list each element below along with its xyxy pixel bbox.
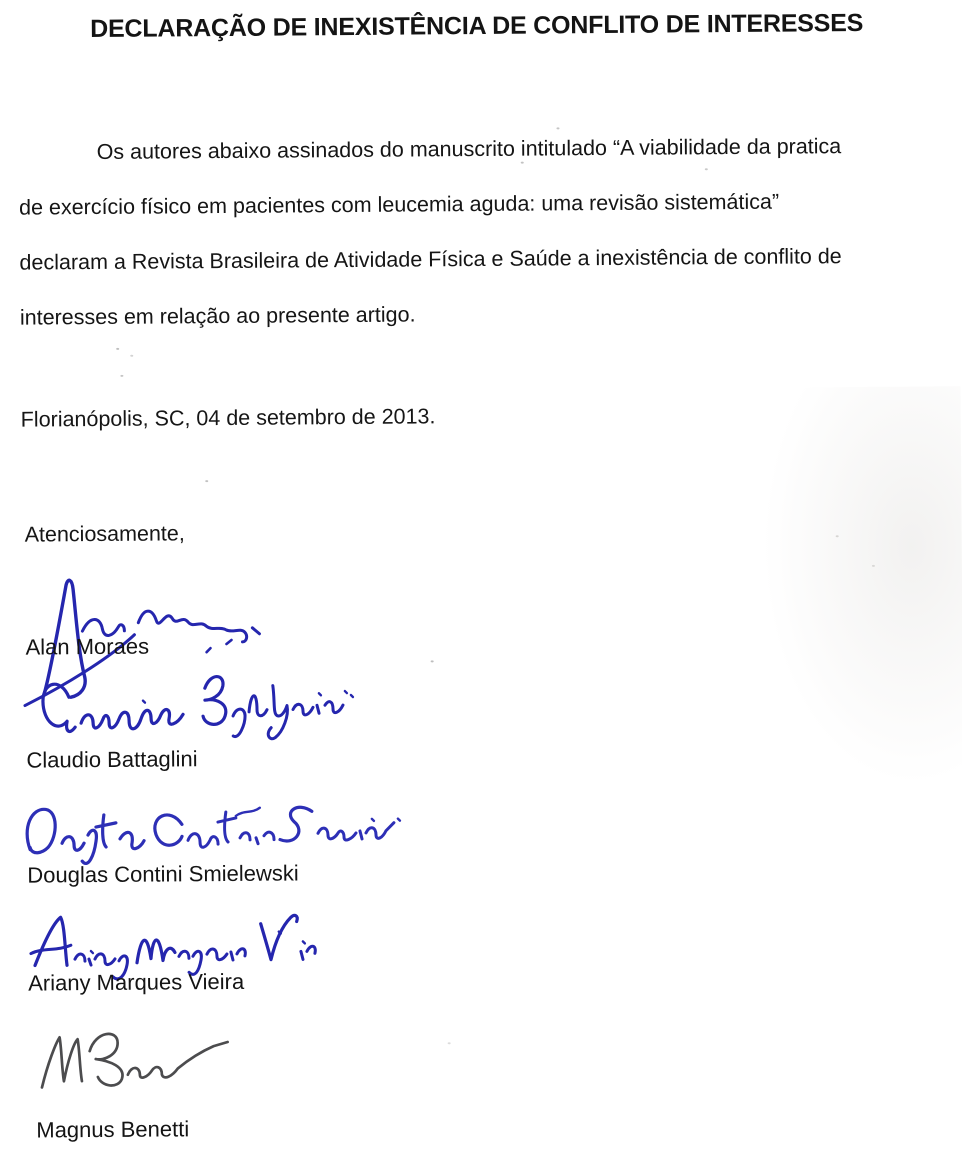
scan-shadow-artifact: [761, 386, 962, 788]
signatory-name: Claudio Battaglini: [26, 746, 198, 773]
date-line: Florianópolis, SC, 04 de setembro de 2013.: [20, 404, 436, 432]
body-line: Os autores abaixo assinados do manuscrito intitulado “A viabilidade da pratica: [96, 134, 842, 165]
body-line: de exercício físico em pacientes com leucemia aguda: uma revisão sistemática”: [18, 189, 780, 220]
document-title: DECLARAÇÃO DE INEXISTÊNCIA DE CONFLITO DE INTERESSES: [90, 8, 864, 44]
signatory-name: Magnus Benetti: [36, 1116, 190, 1143]
signatory-name: Douglas Contini Smielewski: [27, 860, 299, 888]
signatory-name: Alan Moraes: [25, 633, 150, 660]
signature-block-claudio-battaglini: [26, 665, 366, 778]
body-line: declaram a Revista Brasileira de Atividade Física e Saúde a inexistência de conflito de: [19, 244, 842, 275]
closing-salutation: Atenciosamente,: [24, 521, 185, 547]
signature-block-magnus-benetti: [31, 1022, 252, 1149]
body-paragraph: [18, 118, 950, 345]
signatory-name: Ariany Marques Vieira: [28, 968, 245, 996]
handwritten-signature-icon: [35, 665, 366, 758]
signature-block-douglas-contini-smielewski: [22, 797, 413, 895]
handwritten-signature-icon: [31, 1022, 242, 1104]
body-line: interesses em relação ao presente artigo.: [19, 302, 416, 330]
signature-block-ariany-marques-vieira: [29, 907, 330, 1004]
